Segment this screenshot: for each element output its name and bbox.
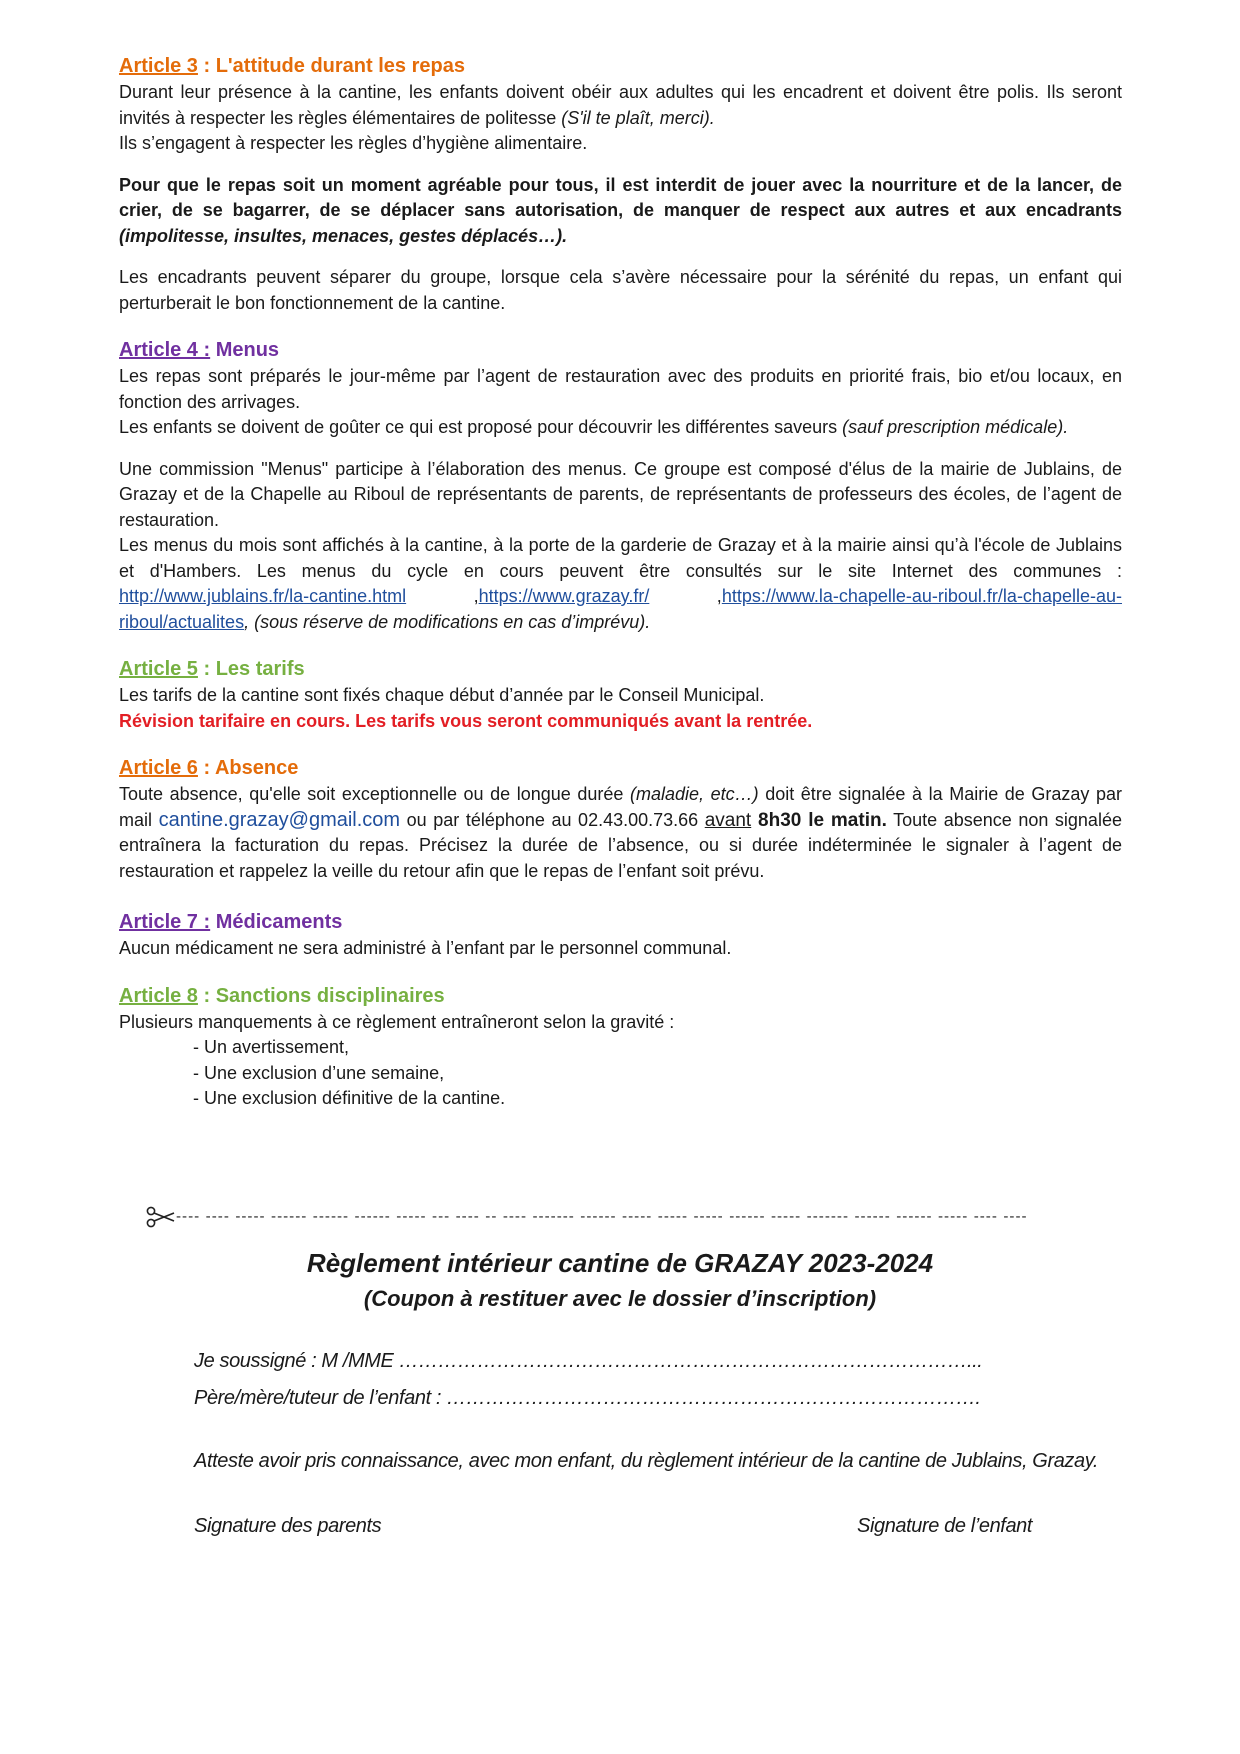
article-6-title: : Absence bbox=[197, 757, 299, 779]
article-7-heading bbox=[119, 908, 1122, 936]
article-6-text: Toute absence non signalée entraînera la facturation du repas. Précisez la durée de l’absence, ou si durée indéterminée le signaler à l’agent de restauration et rappelez la veille du retour afin que le repas de l’enfant soit prévu. bbox=[119, 809, 1122, 881]
list-item: - Un avertissement, bbox=[193, 1037, 350, 1057]
chapelle-au-riboul-link[interactable]: https://www.la-chapelle-au-riboul.fr/la-chapelle-au-riboul/actualites bbox=[119, 586, 1122, 632]
article-5-notice: Révision tarifaire en cours. Les tarifs vous seront communiqués avant la rentrée. bbox=[119, 710, 813, 731]
sanctions-list bbox=[119, 1035, 1122, 1112]
article-3-politeness-note: (S'il te plaît, merci). bbox=[561, 107, 715, 128]
signer-name-line[interactable]: Je soussigné : M /MME ……………………………………………………………………………... bbox=[194, 1350, 983, 1372]
deadline-time: 8h30 le matin. bbox=[751, 809, 887, 831]
list-item: - Une exclusion définitive de la cantine. bbox=[193, 1088, 506, 1108]
article-6-text: doit être signalée à la Mairie de Grazay par mail bbox=[119, 784, 1122, 830]
scissors-icon bbox=[146, 1206, 176, 1228]
email-link[interactable]: cantine.grazay@gmail.com bbox=[158, 808, 401, 831]
article-7-paragraph: Aucun médicament ne sera administré à l’enfant par le personnel communal. bbox=[119, 938, 732, 958]
article-8-title: : Sanctions disciplinaires bbox=[197, 984, 445, 1007]
link-separator: , bbox=[649, 586, 722, 606]
article-4-paragraph-4 bbox=[119, 533, 1122, 635]
article-7-title: Médicaments bbox=[210, 911, 343, 933]
article-4-title: Menus bbox=[210, 339, 280, 361]
article-5-number: Article 5 bbox=[119, 658, 198, 680]
grazay-link[interactable]: https://www.grazay.fr/ bbox=[478, 586, 650, 606]
article-3-rules bbox=[119, 173, 1122, 250]
article-7-number: Article 7 : bbox=[119, 911, 211, 933]
coupon-subtitle: (Coupon à restituer avec le dossier d’inscription) bbox=[363, 1286, 877, 1311]
article-7 bbox=[119, 908, 1122, 962]
list-item: - Une exclusion d’une semaine, bbox=[193, 1062, 445, 1083]
article-6-examples: (maladie, etc…) bbox=[630, 784, 759, 804]
article-5 bbox=[119, 655, 1122, 734]
article-6-heading bbox=[119, 754, 1122, 782]
child-guardian-line[interactable]: Père/mère/tuteur de l’enfant : ………………………………………………………………………. bbox=[194, 1387, 981, 1409]
link-separator: , bbox=[406, 586, 479, 606]
article-4-medical-note: (sauf prescription médicale). bbox=[842, 417, 1069, 437]
article-8-number: Article 8 bbox=[119, 984, 198, 1007]
article-3-rules-text: Pour que le repas soit un moment agréable pour tous, il est interdit de jouer avec la nourriture et de la lancer, de crier, de se bagarrer, de se déplacer sans autorisation, de manquer de respect aux autres et aux encadrants bbox=[119, 174, 1122, 220]
parents-signature-label: Signature des parents bbox=[194, 1515, 382, 1537]
coupon-title: Règlement intérieur cantine de GRAZAY 2023-2024 bbox=[306, 1248, 934, 1278]
document-body bbox=[119, 52, 1122, 1112]
article-3-number: Article 3 bbox=[119, 55, 198, 77]
child-signature-label: Signature de l’enfant bbox=[857, 1515, 1033, 1537]
article-6-text: Toute absence, qu'elle soit exceptionnelle ou de longue durée bbox=[119, 784, 630, 804]
cut-dashes: ---- ---- ----- ------ ------ ------ ----- --- ---- -- ---- ------- ------ ----- ----- ----- ------ ----- ------- ------ ------ ----- ---- ---- bbox=[176, 1209, 1028, 1225]
attestation-text: Atteste avoir pris connaissance, avec mon enfant, du règlement intérieur de la cantine de Jublains, Grazay. bbox=[194, 1450, 1099, 1472]
article-5-paragraph-1: Les tarifs de la cantine sont fixés chaque début d’année par le Conseil Municipal. bbox=[119, 685, 765, 705]
deadline-avant: avant bbox=[704, 809, 752, 831]
article-4-heading bbox=[119, 336, 1122, 364]
article-8-paragraph: Plusieurs manquements à ce règlement entraîneront selon la gravité : bbox=[119, 1011, 675, 1032]
article-4-text: Les enfants se doivent de goûter ce qui est proposé pour découvrir les différentes saveurs bbox=[119, 417, 843, 437]
article-6-paragraph bbox=[119, 782, 1122, 884]
article-3-paragraph-1 bbox=[119, 80, 1122, 131]
article-4-menus-text: Les menus du mois sont affichés à la cantine, à la porte de la garderie de Grazay et à la mairie ainsi qu’à l'école de Jublains et d'Hambers. Les menus du cycle en cours peuvent être consultés sur le site Internet des communes : bbox=[119, 535, 1122, 581]
article-3 bbox=[119, 52, 1122, 316]
article-6-number: Article 6 bbox=[119, 757, 198, 779]
article-4-reserve-note: , (sous réserve de modifications en cas d’imprévu). bbox=[244, 611, 651, 632]
article-4 bbox=[119, 336, 1122, 635]
article-4-paragraph-3: Une commission "Menus" participe à l’élaboration des menus. Ce groupe est composé d'élus de la mairie de Jublains, de Grazay et de la Chapelle au Riboul de représentants de parents, de représentants de professeurs des écoles, de l’agent de restauration. bbox=[119, 458, 1122, 530]
article-3-rules-examples: (impolitesse, insultes, menaces, gestes déplacés…). bbox=[119, 225, 568, 246]
article-8-heading bbox=[119, 982, 1122, 1010]
article-5-heading bbox=[119, 655, 1122, 683]
article-5-title: : Les tarifs bbox=[197, 658, 305, 680]
article-4-paragraph-1: Les repas sont préparés le jour-même par l’agent de restauration avec des produits en priorité frais, bio et/ou locaux, en fonction des arrivages. bbox=[119, 366, 1122, 412]
article-3-paragraph-4: Les encadrants peuvent séparer du groupe, lorsque cela s’avère nécessaire pour la sérénité du repas, un enfant qui perturberait le bon fonctionnement de la cantine. bbox=[119, 267, 1122, 313]
article-8 bbox=[119, 982, 1122, 1112]
article-4-paragraph-2 bbox=[119, 415, 1122, 441]
article-3-heading bbox=[119, 52, 1122, 80]
article-6-phone-text: ou par téléphone au 02.43.00.73.66 bbox=[400, 809, 705, 830]
cut-line bbox=[146, 1204, 1122, 1230]
article-3-paragraph-2: Ils s’engagent à respecter les règles d’hygiène alimentaire. bbox=[119, 133, 588, 153]
article-3-title: : L'attitude durant les repas bbox=[197, 55, 465, 77]
jublains-link[interactable]: http://www.jublains.fr/la-cantine.html bbox=[119, 586, 407, 606]
article-3-text: Durant leur présence à la cantine, les enfants doivent obéir aux adultes qui les encadrent et doivent être polis. Ils seront invités à respecter les règles élémentaires de politesse bbox=[119, 82, 1122, 128]
article-4-number: Article 4 : bbox=[119, 339, 211, 361]
article-6 bbox=[119, 754, 1122, 884]
